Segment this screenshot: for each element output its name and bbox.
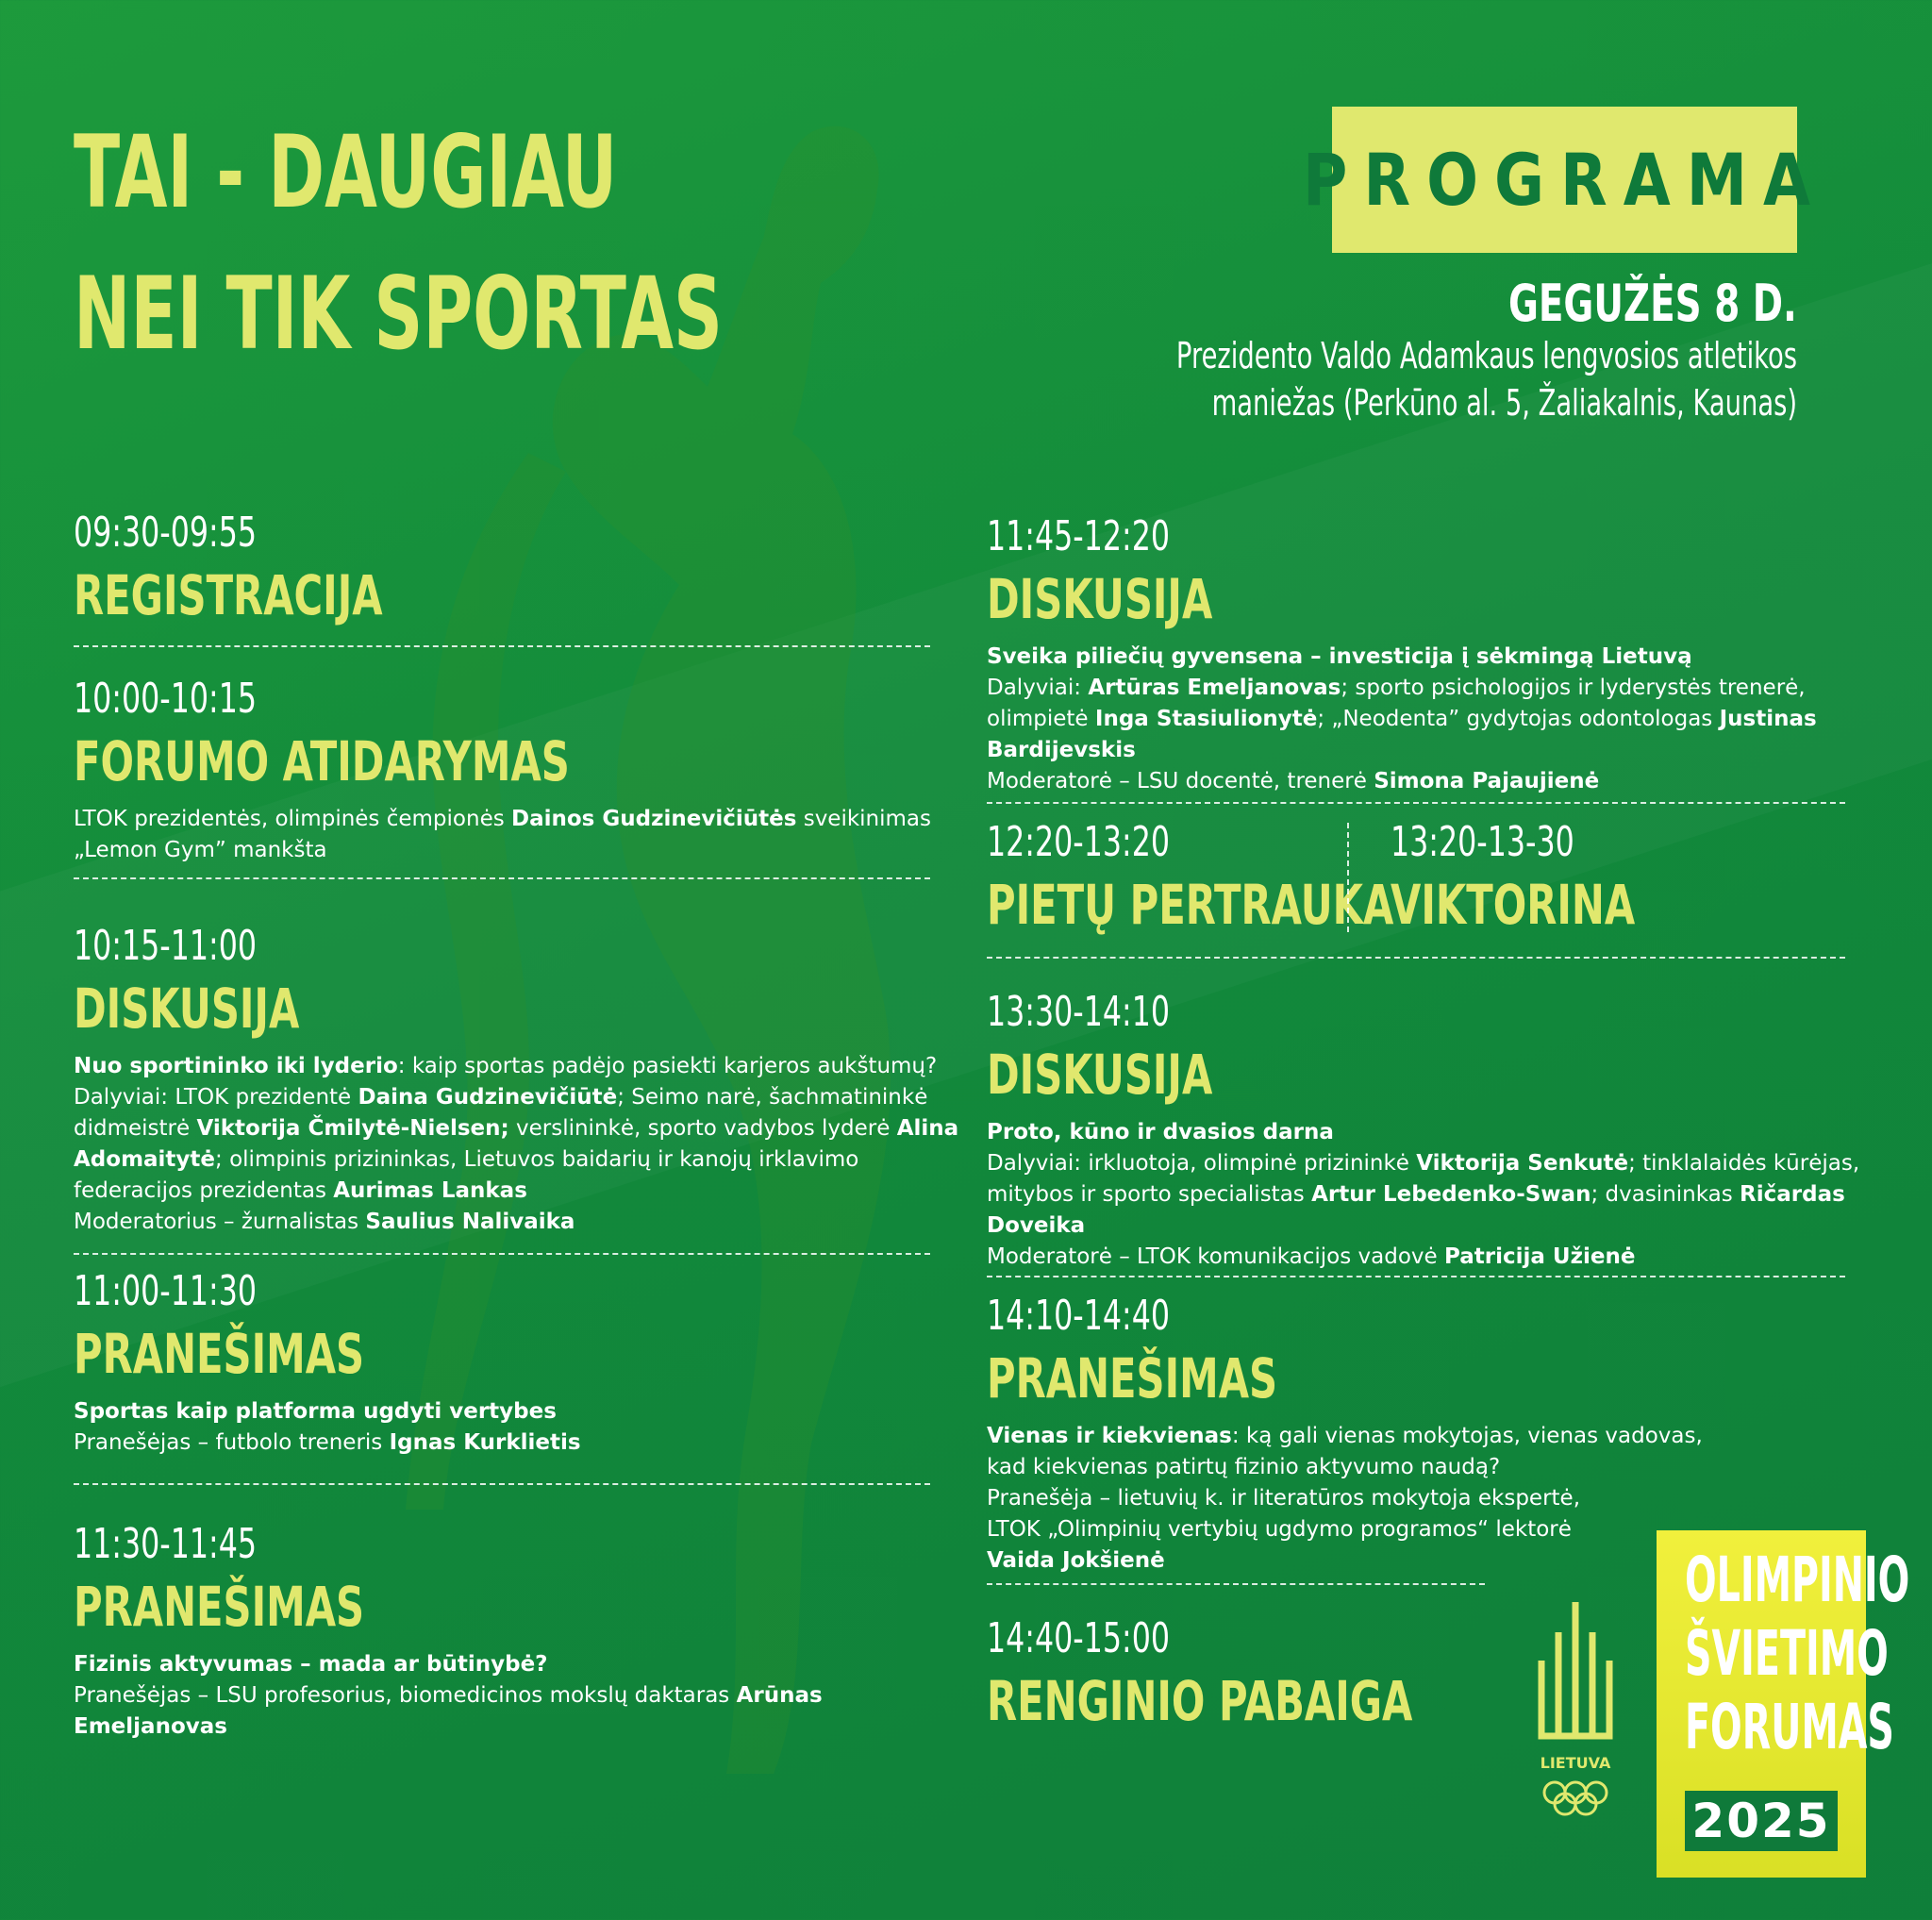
description-line (74, 1144, 958, 1176)
bold-text: Patricija Užienė (1444, 1244, 1636, 1269)
quiz-time: 13:20-13-30 (1391, 818, 1574, 866)
bold-text: Sportas kaip platforma ugdyti vertybes (74, 1399, 557, 1424)
description-line (74, 835, 931, 866)
description-line (987, 1545, 1703, 1577)
left-item-2 (74, 923, 958, 1238)
venue-line-1: Prezidento Valdo Adamkaus lengvosios atletikos (1175, 335, 1797, 376)
divider (74, 877, 930, 879)
description-line (987, 642, 1817, 673)
right-item-3 (987, 1615, 1578, 1734)
bold-text: Proto, kūno ir dvasios darna (987, 1120, 1334, 1144)
item-time: 11:00-11:30 (74, 1267, 258, 1315)
description-line (74, 1082, 958, 1113)
left-item-4 (74, 1521, 823, 1743)
description-line (987, 1242, 1859, 1273)
item-title: REGISTRACIJA (74, 563, 383, 627)
description-line (987, 1452, 1703, 1483)
item-time: 14:10-14:40 (987, 1292, 1171, 1340)
item-title: PRANEŠIMAS (74, 1575, 365, 1639)
bold-text: Emeljanovas (74, 1714, 227, 1739)
bold-text: Bardijevskis (987, 738, 1136, 762)
right-item-1 (987, 989, 1859, 1273)
quiz-title: VIKTORINA (1391, 873, 1636, 937)
bold-text: Inga Stasiulionytė (1094, 707, 1318, 731)
description-line (987, 735, 1817, 766)
headline-line-1: TAI - DAUGIAU (74, 114, 618, 230)
bold-text: Vienas ir kiekvienas (987, 1424, 1232, 1448)
headline-line-2: NEI TIK SPORTAS (74, 256, 723, 372)
divider (987, 802, 1845, 804)
bold-text: Doveika (987, 1213, 1086, 1238)
text: Moderatorė – LTOK komunikacijos vadovė (987, 1244, 1444, 1269)
text: Dalyviai: LTOK prezidentė (74, 1085, 358, 1110)
item-time: 14:40-15:00 (987, 1614, 1171, 1662)
text: ; olimpinis prizininkas, Lietuvos baidarių ir kanojų irklavimo (215, 1147, 859, 1172)
description-line (74, 1649, 823, 1680)
headline (74, 102, 723, 385)
text: Pranešėjas – LSU profesorius, biomedicinos mokslų daktaras (74, 1683, 737, 1708)
item-title: FORUMO ATIDARYMAS (74, 729, 570, 793)
divider (987, 957, 1845, 959)
description-line (74, 1711, 823, 1743)
description-line (987, 704, 1817, 735)
lunch-title: PIETŲ PERTRAUKA (987, 873, 1394, 937)
bold-text: Adomaitytė (74, 1147, 216, 1172)
description-line (74, 1680, 823, 1711)
description-line (74, 1176, 958, 1207)
description-line (987, 1483, 1703, 1514)
item-title: PRANEŠIMAS (74, 1322, 365, 1386)
forum-logo (1657, 1530, 1910, 1878)
text: Dalyviai: (987, 676, 1089, 700)
text: ; Seimo narė, šachmatininkė (617, 1085, 928, 1110)
divider (74, 1483, 930, 1485)
forum-line-2: ŠVIETIMO (1685, 1617, 1889, 1690)
description-line (74, 1396, 581, 1427)
text: Pranešėjas – futbolo treneris (74, 1430, 390, 1455)
forum-year: 2025 (1691, 1794, 1831, 1848)
text: : ką gali vienas mokytojas, vienas vadovas, (1231, 1424, 1703, 1448)
bold-text: Dainos Gudzinevičiūtės (511, 807, 797, 831)
bold-text: Viktorija Čmilytė-Nielsen; (196, 1116, 509, 1141)
forum-line-3: FORUMAS (1685, 1691, 1894, 1763)
description-line (74, 804, 931, 835)
description-line (987, 673, 1817, 704)
bold-text: Artūras Emeljanovas (1088, 676, 1341, 700)
text: ; tinklalaidės kūrėjas, (1628, 1151, 1860, 1176)
item-title: DISKUSIJA (987, 1043, 1213, 1107)
venue-line-2: maniežas (Perkūno al. 5, Žaliakalnis, Kaunas) (1211, 382, 1797, 424)
text: Pranešėja – lietuvių k. ir literatūros mokytoja ekspertė, (987, 1486, 1581, 1511)
right-item-0 (987, 513, 1817, 797)
bold-text: Fizinis aktyvumas – mada ar būtinybė? (74, 1652, 548, 1677)
item-time: 10:15-11:00 (74, 922, 258, 970)
item-time: 11:30-11:45 (74, 1520, 258, 1568)
divider (987, 1583, 1485, 1585)
text: „Lemon Gym” mankšta (74, 838, 327, 862)
quiz (1391, 819, 1730, 938)
bold-text: Ričardas (1740, 1182, 1845, 1207)
item-time: 13:30-14:10 (987, 988, 1171, 1036)
text: federacijos prezidentas (74, 1178, 334, 1203)
item-time: 09:30-09:55 (74, 509, 258, 557)
text: LTOK „Olimpinių vertybių ugdymo programos“ lektorė (987, 1517, 1572, 1542)
description-line (987, 1179, 1859, 1210)
item-description (74, 1396, 581, 1459)
event-date: GEGUŽĖS 8 D. (1508, 274, 1797, 333)
item-description (74, 804, 931, 866)
divider (74, 1253, 930, 1255)
text: sveikinimas (796, 807, 932, 831)
description-line (987, 766, 1817, 797)
item-description (987, 1117, 1859, 1273)
forum-year-badge (1685, 1791, 1838, 1851)
bold-text: Alina (896, 1116, 959, 1141)
lietuva-olympic-logo (1528, 1594, 1623, 1821)
description-line (74, 1427, 581, 1459)
left-item-1 (74, 676, 931, 866)
text: Dalyviai: irkluotoja, olimpinė prizininkė (987, 1151, 1417, 1176)
description-line (987, 1210, 1859, 1242)
left-item-0 (74, 509, 503, 628)
item-description (987, 642, 1817, 797)
forum-title (1685, 1544, 1909, 1764)
bold-text: Ignas Kurklietis (389, 1430, 581, 1455)
event-venue (1176, 332, 1797, 426)
bold-text: Vaida Jokšienė (987, 1548, 1165, 1573)
description-line (74, 1051, 958, 1082)
bold-text: Nuo sportininko iki lyderio (74, 1054, 398, 1078)
text: verslininkė, sporto vadybos lyderė (508, 1116, 897, 1141)
description-line (987, 1421, 1703, 1452)
bold-text: Sveika piliečių gyvensena – investicija į sėkmingą Lietuvą (987, 644, 1692, 669)
divider (74, 645, 930, 647)
left-item-3 (74, 1268, 581, 1459)
bold-text: Aurimas Lankas (333, 1178, 527, 1203)
text: Moderatorė – LSU docentė, trenerė (987, 769, 1374, 793)
text: mitybos ir sporto specialistas (987, 1182, 1312, 1207)
item-time: 11:45-12:20 (987, 512, 1171, 560)
bold-text: Saulius Nalivaika (365, 1210, 575, 1234)
description-line (74, 1207, 958, 1238)
text: : kaip sportas padėjo pasiekti karjeros aukštumų? (397, 1054, 938, 1078)
description-line (987, 1148, 1859, 1179)
text: LTOK prezidentės, olimpinės čempionės (74, 807, 512, 831)
item-time: 10:00-10:15 (74, 675, 258, 723)
programa-badge (1302, 107, 1827, 253)
bold-text: Viktorija Senkutė (1416, 1151, 1629, 1176)
text: kad kiekvienas patirtų fizinio aktyvumo naudą? (987, 1455, 1501, 1479)
bold-text: Daina Gudzinevičiūtė (358, 1085, 618, 1110)
bold-text: Arūnas (736, 1683, 823, 1708)
bold-text: Artur Lebedenko-Swan (1311, 1182, 1591, 1207)
item-title: RENGINIO PABAIGA (987, 1669, 1413, 1733)
text: Moderatorius – žurnalistas (74, 1210, 366, 1234)
bold-text: Simona Pajaujienė (1374, 769, 1600, 793)
description-line (74, 1113, 958, 1144)
divider (987, 1276, 1845, 1277)
item-description (987, 1421, 1703, 1577)
right-item-2 (987, 1293, 1703, 1577)
lietuva-label: LIETUVA (1540, 1754, 1611, 1772)
vertical-divider (1347, 823, 1349, 932)
text: ; dvasininkas (1591, 1182, 1740, 1207)
bold-text: Justinas (1719, 707, 1817, 731)
lunch-time: 12:20-13:20 (987, 818, 1171, 866)
text: ; „Neodenta” gydytojas odontologas (1317, 707, 1720, 731)
item-title: DISKUSIJA (987, 567, 1213, 631)
programa-label: PROGRAMA (1302, 138, 1827, 222)
item-title: DISKUSIJA (74, 977, 300, 1041)
forum-line-1: OLIMPINIO (1685, 1544, 1910, 1616)
description-line (987, 1514, 1703, 1545)
item-title: PRANEŠIMAS (987, 1346, 1278, 1411)
item-description (74, 1649, 823, 1743)
text: olimpietė (987, 707, 1095, 731)
text: didmeistrė (74, 1116, 197, 1141)
description-line (987, 1117, 1859, 1148)
text: ; sporto psichologijos ir lyderystės trenerė, (1341, 676, 1806, 700)
item-description (74, 1051, 958, 1238)
